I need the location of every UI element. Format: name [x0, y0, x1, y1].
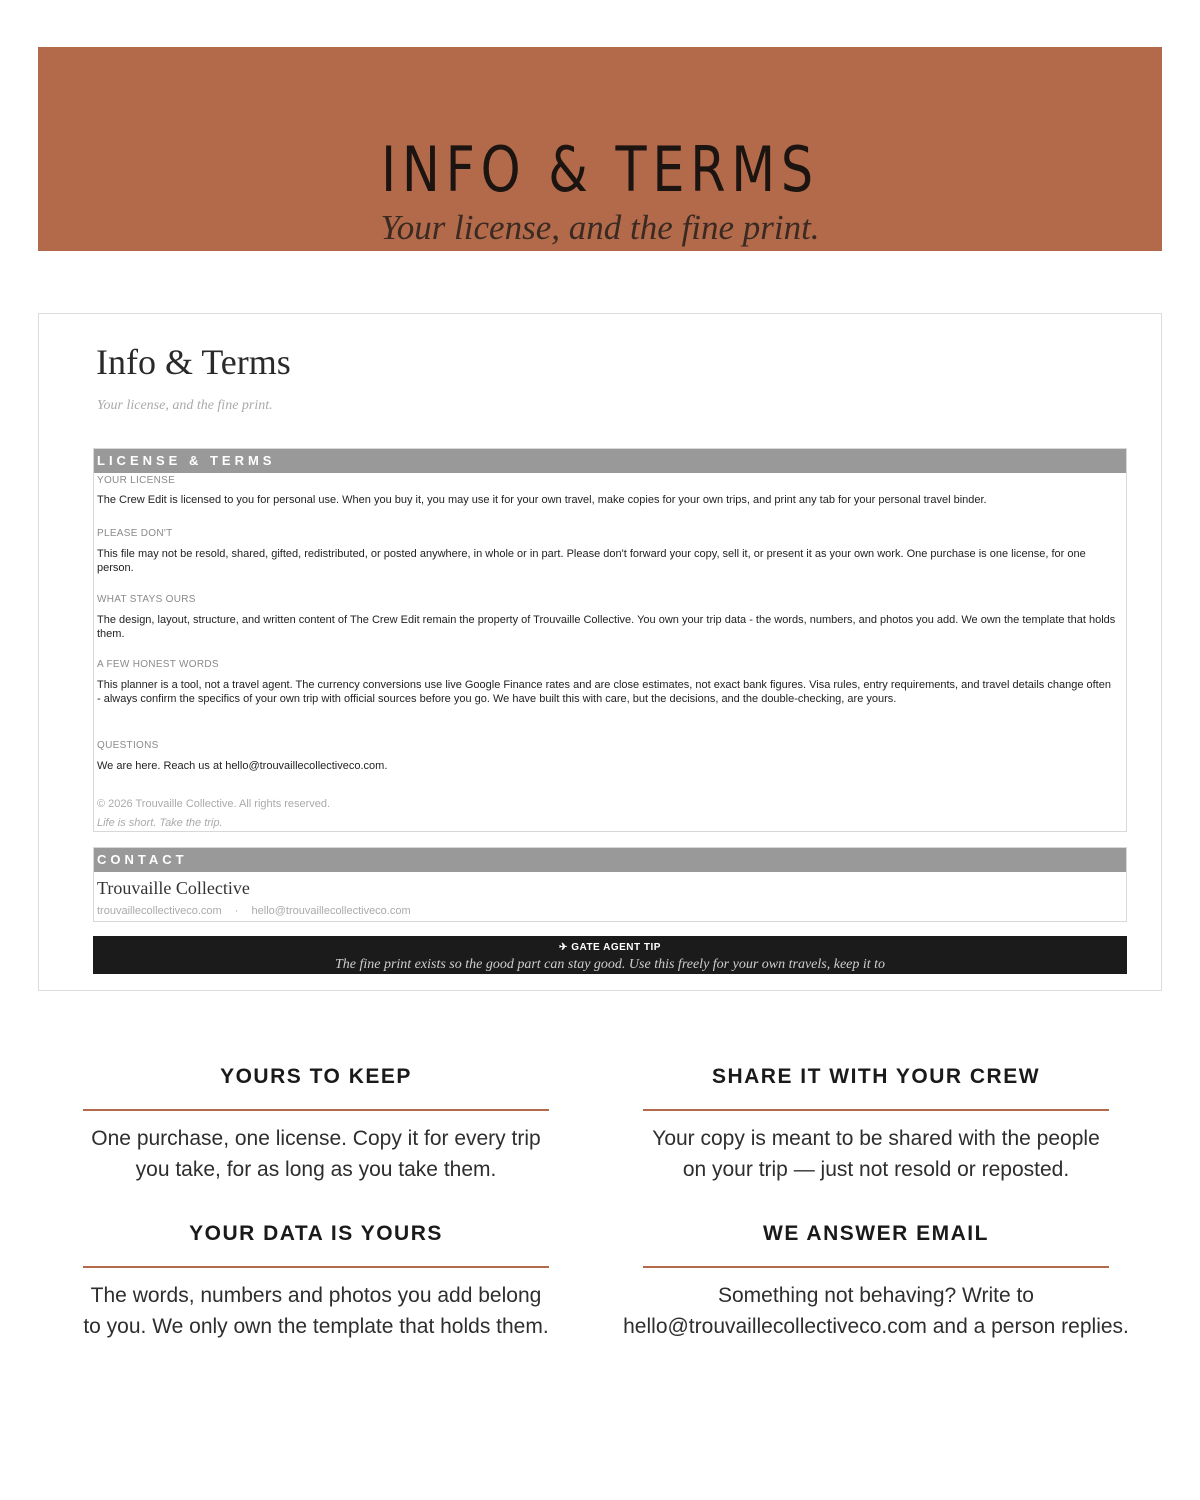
section-label: YOUR LICENSE [97, 475, 176, 486]
section-label: PLEASE DON'T [97, 528, 173, 539]
section-body: We are here. Reach us at hello@trouvaillecollectiveco.com. [97, 760, 388, 772]
section-body: This file may not be resold, shared, gifted, redistributed, or posted anywhere, in whole or in part. Please don't forward your copy, sell it, or present it as your own work. One purchase is one license, for one person. [97, 548, 1086, 574]
feature-title: WE ANSWER EMAIL [763, 1222, 989, 1245]
feature-share-with-crew [606, 1066, 1146, 1185]
feature-body [606, 1123, 1146, 1185]
license-terms-header: LICENSE & TERMS [94, 449, 1126, 473]
contact-header: CONTACT [94, 848, 1126, 872]
feature-line: Your copy is meant to be shared with the people [652, 1127, 1100, 1150]
section-label: QUESTIONS [97, 740, 159, 751]
feature-yours-to-keep [46, 1066, 586, 1185]
tip-label: ✈ GATE AGENT TIP [559, 942, 661, 953]
tagline-text: Life is short. Take the trip. [97, 817, 223, 829]
feature-your-data [46, 1223, 586, 1342]
feature-line: Something not behaving? Write to [718, 1284, 1034, 1307]
feature-divider [643, 1266, 1109, 1268]
feature-line: on your trip — just not resold or reposted. [682, 1158, 1070, 1181]
website-link[interactable]: trouvaillecollectiveco.com [97, 905, 222, 917]
copyright-text: © 2026 Trouvaille Collective. All rights reserved. [97, 798, 331, 810]
feature-divider [83, 1109, 549, 1111]
section-what-stays-ours [97, 594, 1116, 641]
feature-body [606, 1280, 1146, 1342]
contact-links [97, 905, 411, 917]
feature-line: hello@trouvaillecollectiveco.com and a person replies. [623, 1315, 1129, 1338]
feature-we-answer-email [606, 1223, 1146, 1342]
section-your-license [97, 475, 1116, 507]
feature-divider [643, 1109, 1109, 1111]
license-terms-panel [93, 448, 1127, 832]
gate-agent-tip-bar [93, 936, 1127, 974]
feature-line: to you. We only own the template that holds them. [83, 1315, 549, 1338]
feature-title: YOUR DATA IS YOURS [189, 1222, 443, 1245]
preview-title: Info & Terms [96, 342, 291, 382]
section-body: The design, layout, structure, and written content of The Crew Edit remain the property of Trouvaille Collective. You own your trip data - the words, numbers, and photos you add. We own the template that holds them. [97, 614, 1116, 640]
feature-line: The words, numbers and photos you add belong [90, 1284, 542, 1307]
section-please-dont [97, 528, 1116, 575]
page-title: INFO & TERMS [381, 133, 819, 206]
section-label: WHAT STAYS OURS [97, 594, 196, 605]
feature-line: you take, for as long as you take them. [135, 1158, 497, 1181]
feature-line: One purchase, one license. Copy it for every trip [91, 1127, 541, 1150]
section-body: This planner is a tool, not a travel agent. The currency conversions use live Google Finance rates and are close estimates, not exact bank figures. Visa rules, entry requirements, and travel details change often - always confirm the specifics of your own trip with official sources before you go. We have built this with care, but the decisions, and the double-checking, are yours. [97, 679, 1111, 705]
contact-name: Trouvaille Collective [97, 878, 250, 898]
feature-title: YOURS TO KEEP [220, 1065, 412, 1088]
separator: · [234, 905, 239, 917]
section-body: The Crew Edit is licensed to you for personal use. When you buy it, you may use it for your own travel, make copies for your own trips, and print any tab for your personal travel binder. [97, 494, 987, 506]
tip-text: The fine print exists so the good part can stay good. Use this freely for your own travels, keep it to [334, 957, 886, 972]
feature-body [46, 1123, 586, 1185]
feature-title: SHARE IT WITH YOUR CREW [711, 1065, 1041, 1088]
contact-panel [93, 847, 1127, 922]
email-link[interactable]: hello@trouvaillecollectiveco.com [251, 905, 411, 917]
section-questions [97, 740, 1116, 773]
section-honest-words [97, 659, 1116, 706]
section-label: A FEW HONEST WORDS [97, 659, 219, 670]
preview-screenshot [38, 313, 1162, 991]
feature-body [46, 1280, 586, 1342]
feature-divider [83, 1266, 549, 1268]
hero-banner [38, 47, 1162, 251]
page-subtitle: Your license, and the fine print. [380, 208, 820, 247]
preview-subtitle: Your license, and the fine print. [97, 398, 273, 413]
